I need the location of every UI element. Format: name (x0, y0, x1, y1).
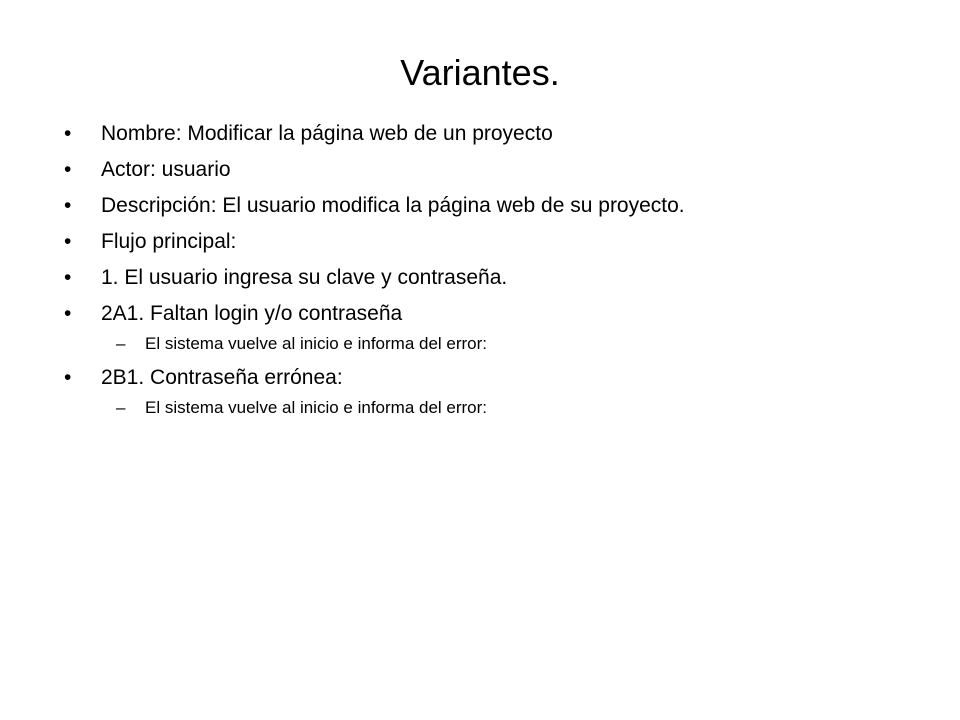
list-item-text: 1. El usuario ingresa su clave y contraseña. (101, 266, 508, 289)
list-item (0, 188, 960, 224)
bullet-icon: • (64, 122, 72, 145)
list-item-text: Actor: usuario (101, 158, 231, 181)
list-item (0, 116, 960, 152)
bullet-icon: • (64, 366, 72, 389)
dash-icon: – (116, 398, 126, 417)
list-item-text: 2A1. Faltan login y/o contraseña (101, 302, 403, 325)
list-item-text: 2B1. Contraseña errónea: (101, 366, 343, 389)
list-item-text: Flujo principal: (101, 230, 237, 253)
list-item-text: Descripción: El usuario modifica la página web de su proyecto. (101, 194, 685, 217)
bullet-icon: • (64, 194, 72, 217)
sub-list-item-text: El sistema vuelve al inicio e informa del error: (145, 398, 488, 417)
list-item (0, 224, 960, 260)
list-item (0, 360, 960, 396)
list-item (0, 296, 960, 332)
sub-list-item (0, 332, 960, 360)
sub-list-item-text: El sistema vuelve al inicio e informa del error: (145, 334, 488, 353)
bullet-list (0, 116, 960, 424)
bullet-icon: • (64, 266, 72, 289)
bullet-icon: • (64, 302, 72, 325)
sub-list-item (0, 396, 960, 424)
list-item (0, 260, 960, 296)
list-item (0, 152, 960, 188)
list-item-text: Nombre: Modificar la página web de un proyecto (101, 122, 553, 145)
bullet-icon: • (64, 230, 72, 253)
dash-icon: – (116, 334, 126, 353)
bullet-icon: • (64, 158, 72, 181)
slide-title: Variantes. (400, 52, 560, 93)
